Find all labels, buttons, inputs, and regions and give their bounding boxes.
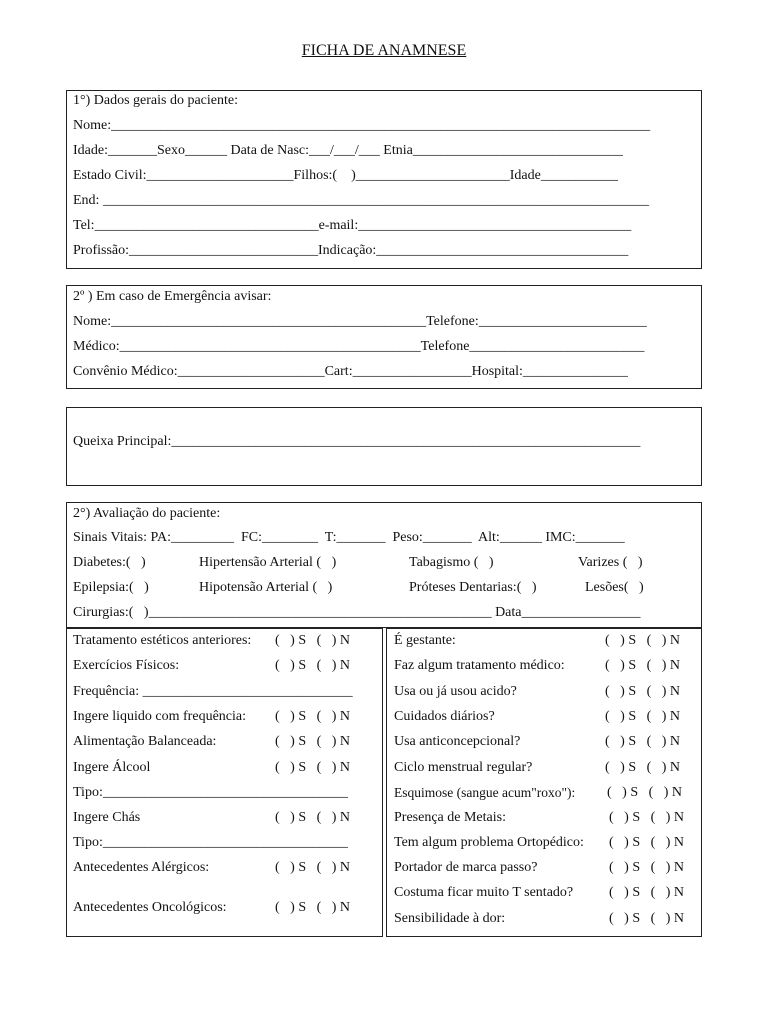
yes-no-check[interactable]: ( ) S ( ) N bbox=[275, 760, 351, 775]
yes-no-check[interactable]: ( ) S ( ) N bbox=[605, 684, 681, 699]
question-label: Esquimose (sangue acum"roxo"): bbox=[394, 785, 576, 800]
yes-no-check[interactable]: ( ) S ( ) N bbox=[609, 885, 685, 900]
doctor-field[interactable]: Médico:___________________________________________Telefone_________________________ bbox=[73, 339, 645, 354]
hypertension-check[interactable]: Hipertensão Arterial ( ) bbox=[199, 555, 337, 570]
yes-no-check[interactable]: ( ) S ( ) N bbox=[275, 709, 351, 724]
yes-no-check[interactable]: ( ) S ( ) N bbox=[605, 633, 681, 648]
question-label: Exercícios Físicos: bbox=[73, 658, 180, 673]
varicose-check[interactable]: Varizes ( ) bbox=[578, 555, 643, 570]
tea-type-field[interactable]: Tipo:___________________________________ bbox=[73, 835, 348, 850]
smoking-check[interactable]: Tabagismo ( ) bbox=[409, 555, 494, 570]
section1-heading: 1°) Dados gerais do paciente: bbox=[73, 93, 238, 108]
dentures-check[interactable]: Próteses Dentarias:( ) bbox=[409, 580, 537, 595]
question-label: Tem algum problema Ortopédico: bbox=[394, 835, 584, 850]
question-label: Ciclo menstrual regular? bbox=[394, 760, 533, 775]
yes-no-check[interactable]: ( ) S ( ) N bbox=[275, 810, 351, 825]
phone-email-field[interactable]: Tel:________________________________e-mail:_______________________________________ bbox=[73, 218, 632, 233]
yes-no-check[interactable]: ( ) S ( ) N bbox=[605, 658, 681, 673]
yes-no-check[interactable]: ( ) S ( ) N bbox=[275, 633, 351, 648]
frequency-field[interactable]: Frequência: ______________________________ bbox=[73, 684, 353, 699]
complaint-field[interactable]: Queixa Principal:___________________________________________________________________ bbox=[73, 434, 641, 449]
lesions-check[interactable]: Lesões( ) bbox=[585, 580, 644, 595]
diabetes-check[interactable]: Diabetes:( ) bbox=[73, 555, 146, 570]
profession-field[interactable]: Profissão:___________________________Indicação:____________________________________ bbox=[73, 243, 629, 258]
surgeries-field[interactable]: Cirurgias:( )_________________________________________________ Data_________________ bbox=[73, 605, 641, 620]
alcohol-type-field[interactable]: Tipo:___________________________________ bbox=[73, 785, 348, 800]
question-label: Cuidados diários? bbox=[394, 709, 495, 724]
yes-no-check[interactable]: ( ) S ( ) N bbox=[605, 760, 681, 775]
page-title: FICHA DE ANAMNESE bbox=[301, 42, 467, 59]
left-questions-box bbox=[66, 628, 383, 937]
question-label: Presença de Metais: bbox=[394, 810, 506, 825]
question-label: Faz algum tratamento médico: bbox=[394, 658, 565, 673]
question-label: Antecedentes Alérgicos: bbox=[73, 860, 210, 875]
address-field[interactable]: End: ______________________________________________________________________________ bbox=[73, 193, 649, 208]
question-label: É gestante: bbox=[394, 633, 456, 648]
hypotension-check[interactable]: Hipotensão Arterial ( ) bbox=[199, 580, 333, 595]
question-label: Usa ou já usou acido? bbox=[394, 684, 517, 699]
yes-no-check[interactable]: ( ) S ( ) N bbox=[609, 911, 685, 926]
yes-no-check[interactable]: ( ) S ( ) N bbox=[605, 709, 681, 724]
yes-no-check[interactable]: ( ) S ( ) N bbox=[609, 860, 685, 875]
question-label: Alimentação Balanceada: bbox=[73, 734, 217, 749]
yes-no-check[interactable]: ( ) S ( ) N bbox=[275, 860, 351, 875]
section3-heading: 2°) Avaliação do paciente: bbox=[73, 506, 221, 521]
yes-no-check[interactable]: ( ) S ( ) N bbox=[275, 900, 351, 915]
question-label: Portador de marca passo? bbox=[394, 860, 538, 875]
section2-heading: 2º ) Em caso de Emergência avisar: bbox=[73, 289, 272, 304]
question-label: Ingere Álcool bbox=[73, 760, 151, 775]
question-label: Sensibilidade à dor: bbox=[394, 911, 506, 926]
yes-no-check[interactable]: ( ) S ( ) N bbox=[609, 835, 685, 850]
yes-no-check[interactable]: ( ) S ( ) N bbox=[609, 810, 685, 825]
question-label: Usa anticoncepcional? bbox=[394, 734, 521, 749]
yes-no-check[interactable]: ( ) S ( ) N bbox=[275, 734, 351, 749]
age-sex-birth-field[interactable]: Idade:_______Sexo______ Data de Nasc:___/___/___ Etnia______________________________ bbox=[73, 143, 623, 158]
civil-status-field[interactable]: Estado Civil:_____________________Filhos:( )______________________Idade___________ bbox=[73, 168, 618, 183]
question-label: Costuma ficar muito T sentado? bbox=[394, 885, 574, 900]
question-label: Ingere Chás bbox=[73, 810, 141, 825]
question-label: Antecedentes Oncológicos: bbox=[73, 900, 227, 915]
insurance-field[interactable]: Convênio Médico:_____________________Cart:_________________Hospital:_______________ bbox=[73, 364, 628, 379]
epilepsy-check[interactable]: Epilepsia:( ) bbox=[73, 580, 149, 595]
name-field[interactable]: Nome:_____________________________________________________________________________ bbox=[73, 118, 651, 133]
yes-no-check[interactable]: ( ) S ( ) N bbox=[275, 658, 351, 673]
vital-signs-field[interactable]: Sinais Vitais: PA:_________ FC:________ T:_______ Peso:_______ Alt:______ IMC:_______ bbox=[73, 530, 625, 545]
yes-no-check[interactable]: ( ) S ( ) N bbox=[605, 734, 681, 749]
emergency-name-field[interactable]: Nome:_____________________________________________Telefone:________________________ bbox=[73, 314, 647, 329]
question-label: Ingere liquido com frequência: bbox=[73, 709, 246, 724]
question-label: Tratamento estéticos anteriores: bbox=[73, 633, 252, 648]
yes-no-check[interactable]: ( ) S ( ) N bbox=[607, 785, 683, 800]
